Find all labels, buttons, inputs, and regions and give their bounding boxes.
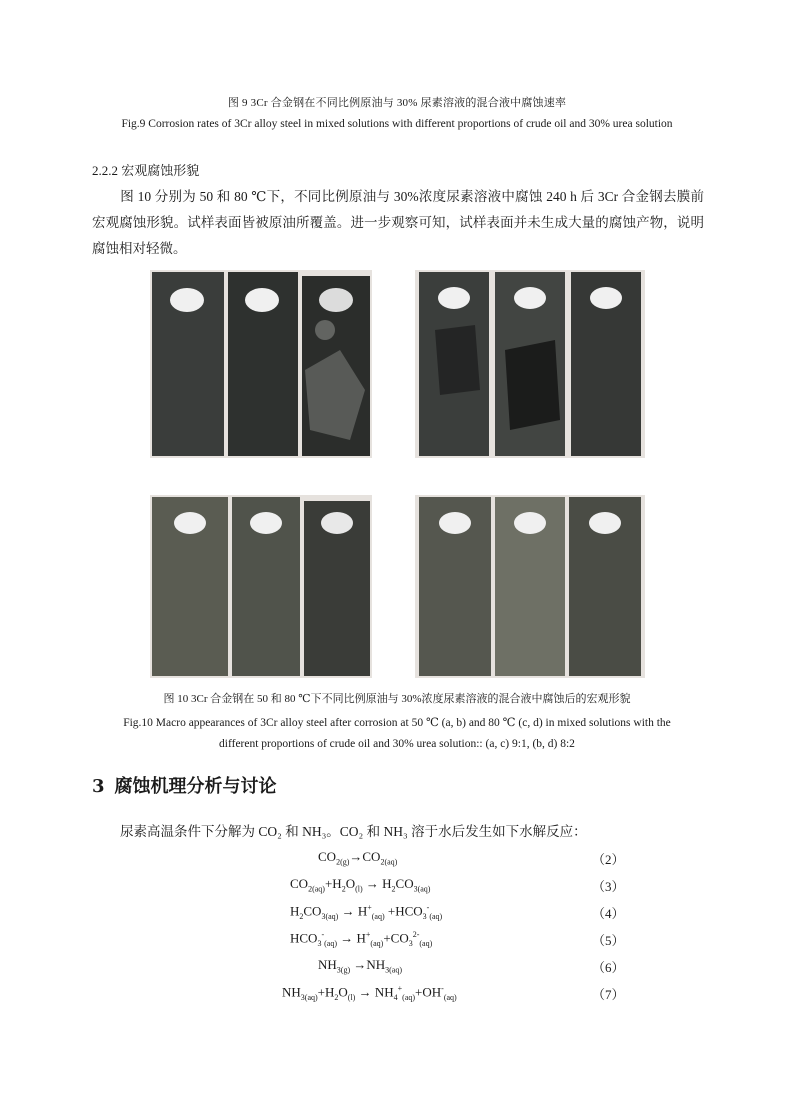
fig10-caption-cn: 图 10 3Cr 合金钢在 50 和 80 ℃下不同比例原油与 30%浓度尿素溶液的混合液中腐蚀后的宏观形貌 [163, 693, 631, 705]
equation-number-7: （7） [592, 987, 625, 1002]
fig9-caption-cn: 图 9 3Cr 合金钢在不同比例原油与 30% 尿素溶液的混合液中腐蚀速率 [227, 97, 567, 109]
section-3-heading [92, 772, 277, 798]
photo-panel-d [415, 495, 645, 678]
equation-6: $NH_{3(g)} \to NH_{3(aq)}$ [318, 957, 403, 975]
equation-5: $HCO_3^-_{(aq)} \to H^+_{(aq)}+CO_3^{2-}_{(aq)}$ [290, 930, 433, 948]
equation-number-3: （3） [592, 879, 625, 894]
section-3-title: 腐蚀机理分析与讨论 [114, 776, 277, 797]
section-paragraph-text: 图 10 分别为 50 和 80 ℃下，不同比例原油与 30%浓度尿素溶液中腐蚀 240 h 后 3Cr 合金钢去膜前宏观腐蚀形貌。试样表面皆被原油所覆盖。进一步观察可知，试样表面并未生成大量的腐蚀产物，说明腐蚀相对轻微。 [92, 189, 704, 256]
equation-number-5: （5） [592, 933, 625, 948]
fig10-caption-en-line2: different proportions of crude oil and 30% urea solution:: (a, c) 9:1, (b, d) 8:2 [219, 738, 575, 750]
fig10-caption-en-line1: Fig.10 Macro appearances of 3Cr alloy steel after corrosion at 50 ℃ (a, b) and 80 ℃ (c, d) in mixed solutions with the [123, 717, 671, 729]
section-paragraph [92, 184, 704, 262]
fig9-caption-en: Fig.9 Corrosion rates of 3Cr alloy steel in mixed solutions with different proportions of crude oil and 30% urea solution [121, 118, 673, 130]
equation-number-4: （4） [592, 906, 625, 921]
equation-4: $H_2CO_{3(aq)} \to H^+_{(aq)} +HCO_3^-_{(aq)}$ [290, 903, 443, 921]
photo-panel-a [150, 270, 372, 458]
equation-number-6: （6） [592, 960, 625, 975]
section-3-number: 3 [92, 776, 105, 797]
photo-panel-b [415, 270, 645, 458]
equation-7: $NH_{3(aq)}+H_2O_{(l)} \to NH_4^+_{(aq)}+OH^-_{(aq)}$ [282, 984, 457, 1002]
photo-panel-c [150, 495, 372, 678]
equation-3: $CO_{2(aq)}+H_2O_{(l)} \to H_2CO_{3(aq)}$ [290, 876, 431, 894]
section-heading-2-2-2: 2.2.2 宏观腐蚀形貌 [92, 163, 200, 178]
section-3-intro: 尿素高温条件下分解为 CO₂ 和 NH₃。CO₂ 和 NH₃ 溶于水后发生如下水解反应： [120, 824, 587, 839]
equation-2: $CO_{2(g)}\to CO_{2(aq)}$ [318, 849, 398, 867]
equation-number-2: （2） [592, 852, 625, 867]
